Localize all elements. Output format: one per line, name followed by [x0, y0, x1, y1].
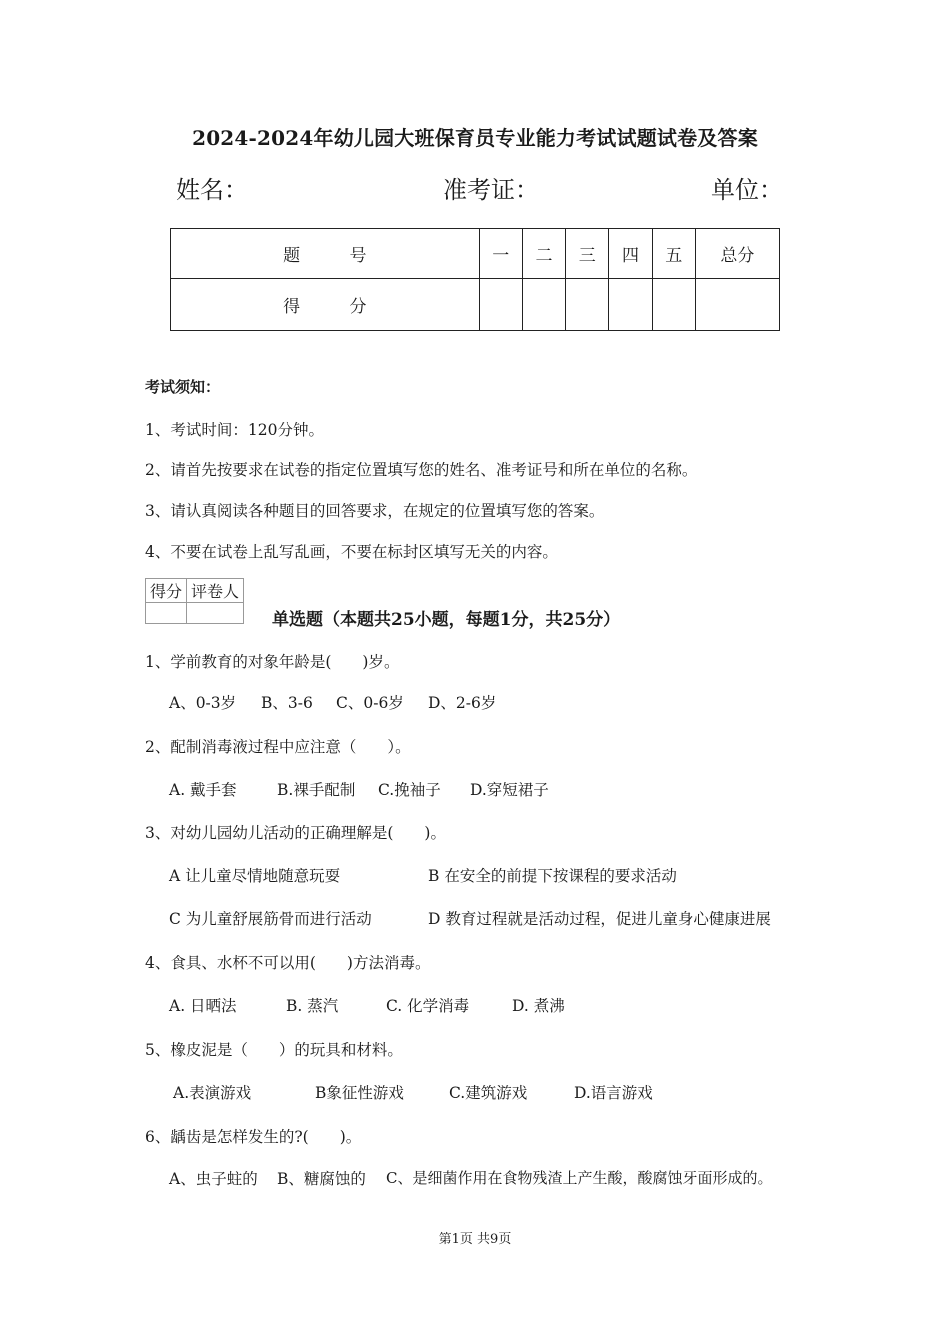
notice-heading: 考试须知： [145, 378, 221, 396]
unit-field-label: 单位： [711, 176, 783, 204]
answer-option: A. 戴手套 [169, 781, 237, 799]
score-table-header: 二 [522, 229, 565, 279]
grader-score-cell[interactable] [146, 603, 187, 624]
notice-item: 2、请首先按要求在试卷的指定位置填写您的姓名、准考证号和所在单位的名称。 [145, 461, 698, 479]
answer-option: B、3-6 [261, 694, 313, 712]
page-footer: 第1页 共9页 [438, 1232, 512, 1247]
answer-option: D、2-6岁 [428, 694, 497, 712]
question-text: 2、配制消毒液过程中应注意（ ）。 [145, 738, 411, 756]
name-field-label: 姓名： [176, 176, 248, 204]
answer-option: B. 蒸汽 [286, 997, 339, 1015]
notice-item: 3、请认真阅读各种题目的回答要求，在规定的位置填写您的答案。 [145, 502, 605, 520]
answer-option: A.表演游戏 [173, 1084, 252, 1102]
question-text: 4、食具、水杯不可以用( )方法消毒。 [145, 954, 431, 972]
answer-option: C.建筑游戏 [449, 1084, 528, 1102]
answer-option: C 为儿童舒展筋骨而进行活动 [169, 910, 372, 928]
score-table [170, 228, 780, 331]
answer-option: A、虫子蛀的 [169, 1170, 258, 1188]
answer-option: D.语言游戏 [574, 1084, 653, 1102]
answer-option: C. 化学消毒 [386, 997, 470, 1015]
answer-option: B象征性游戏 [315, 1084, 404, 1102]
notice-item: 4、不要在试卷上乱写乱画，不要在标封区填写无关的内容。 [145, 543, 558, 561]
score-cell[interactable] [522, 279, 565, 331]
score-cell[interactable] [652, 279, 695, 331]
answer-option: D.穿短裙子 [470, 781, 549, 799]
grader-score-label: 得分 [146, 579, 187, 603]
answer-option: B 在安全的前提下按课程的要求活动 [428, 867, 677, 885]
score-table-header-row [171, 229, 780, 279]
score-table-header: 总分 [695, 229, 779, 279]
score-table-header: 四 [609, 229, 652, 279]
answer-option: C、是细菌作用在食物残渣上产生酸，酸腐蚀牙面形成的。 [386, 1169, 773, 1187]
question-text: 1、学前教育的对象年龄是( )岁。 [145, 653, 400, 671]
question-text: 6、龋齿是怎样发生的?( )。 [145, 1128, 362, 1146]
score-table-header: 三 [566, 229, 609, 279]
answer-option: B.裸手配制 [277, 781, 356, 799]
answer-option: A 让儿童尽情地随意玩耍 [169, 867, 341, 885]
score-row-label: 得 分 [171, 279, 480, 331]
answer-option: C.挽袖子 [378, 781, 441, 799]
score-table-header: 一 [479, 229, 522, 279]
document-title: 2024-2024年幼儿园大班保育员专业能力考试试题试卷及答案 [192, 126, 758, 150]
grader-name-label: 评卷人 [187, 579, 244, 603]
grader-name-cell[interactable] [187, 603, 244, 624]
score-cell[interactable] [566, 279, 609, 331]
question-text: 3、对幼儿园幼儿活动的正确理解是( )。 [145, 824, 446, 842]
exam-id-field-label: 准考证： [443, 176, 539, 204]
answer-option: A、0-3岁 [169, 694, 237, 712]
answer-option: A. 日晒法 [169, 997, 237, 1015]
answer-option: D 教育过程就是活动过程，促进儿童身心健康进展 [428, 910, 771, 928]
notice-item: 1、考试时间：120分钟。 [145, 421, 324, 439]
score-cell[interactable] [479, 279, 522, 331]
score-cell[interactable] [695, 279, 779, 331]
answer-option: C、0-6岁 [336, 694, 404, 712]
section-title: 单选题（本题共25小题，每题1分，共25分） [272, 610, 621, 630]
answer-option: D. 煮沸 [512, 997, 565, 1015]
score-table-score-row [171, 279, 780, 331]
score-cell[interactable] [609, 279, 652, 331]
grader-box [145, 578, 244, 624]
answer-option: B、糖腐蚀的 [277, 1170, 366, 1188]
score-table-header: 五 [652, 229, 695, 279]
question-text: 5、橡皮泥是（ ）的玩具和材料。 [145, 1041, 403, 1059]
score-table-header: 题 号 [171, 229, 480, 279]
